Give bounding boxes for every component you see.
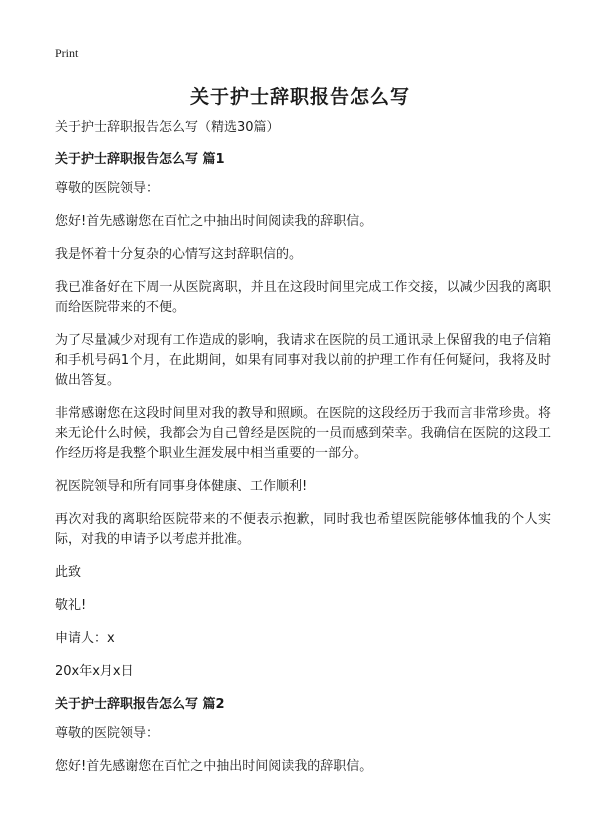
paragraph: 祝医院领导和所有同事身体健康、工作顺利! <box>55 479 308 494</box>
closing-line: 敬礼! <box>55 598 87 613</box>
section-heading: 关于护士辞职报告怎么写 篇1 <box>55 152 225 167</box>
document-body <box>55 118 551 790</box>
salutation: 尊敬的医院领导： <box>55 726 160 741</box>
section-heading: 关于护士辞职报告怎么写 篇2 <box>55 697 225 712</box>
applicant-line: 申请人：x <box>55 631 115 646</box>
paragraph: 您好!首先感谢您在百忙之中抽出时间阅读我的辞职信。 <box>55 214 373 229</box>
closing-line: 此致 <box>55 565 82 580</box>
section-2 <box>55 695 551 777</box>
paragraph: 我是怀着十分复杂的心情写这封辞职信的。 <box>55 247 303 262</box>
paragraph: 我已准备好在下周一从医院离职，并且在这段时间里完成工作交接，以减少因我的离职而给医院带来的不便。 <box>55 280 551 315</box>
section-1 <box>55 150 551 682</box>
paragraph: 您好!首先感谢您在百忙之中抽出时间阅读我的辞职信。 <box>55 759 373 774</box>
salutation: 尊敬的医院领导： <box>55 181 160 196</box>
date-line: 20x年x月x日 <box>55 664 134 679</box>
paragraph: 为了尽量减少对现有工作造成的影响，我请求在医院的员工通讯录上保留我的电子信箱和手机号码1个月，在此期间，如果有同事对我以前的护理工作有任何疑问，我将及时做出答复。 <box>55 333 551 388</box>
paragraph: 再次对我的离职给医院带来的不便表示抱歉，同时我也希望医院能够体恤我的个人实际，对我的申请予以考虑并批准。 <box>55 512 551 547</box>
page-title: 关于护士辞职报告怎么写 <box>189 86 410 108</box>
paragraph: 非常感谢您在这段时间里对我的教导和照顾。在医院的这段经历于我而言非常珍贵。将来无论什么时候，我都会为自己曾经是医院的一员而感到荣幸。我确信在医院的这段工作经历将是我整个职业生涯发展中相当重要的一部分。 <box>55 406 551 461</box>
document-subtitle: 关于护士辞职报告怎么写（精选30篇） <box>55 120 280 135</box>
print-link[interactable]: Print <box>55 46 79 60</box>
